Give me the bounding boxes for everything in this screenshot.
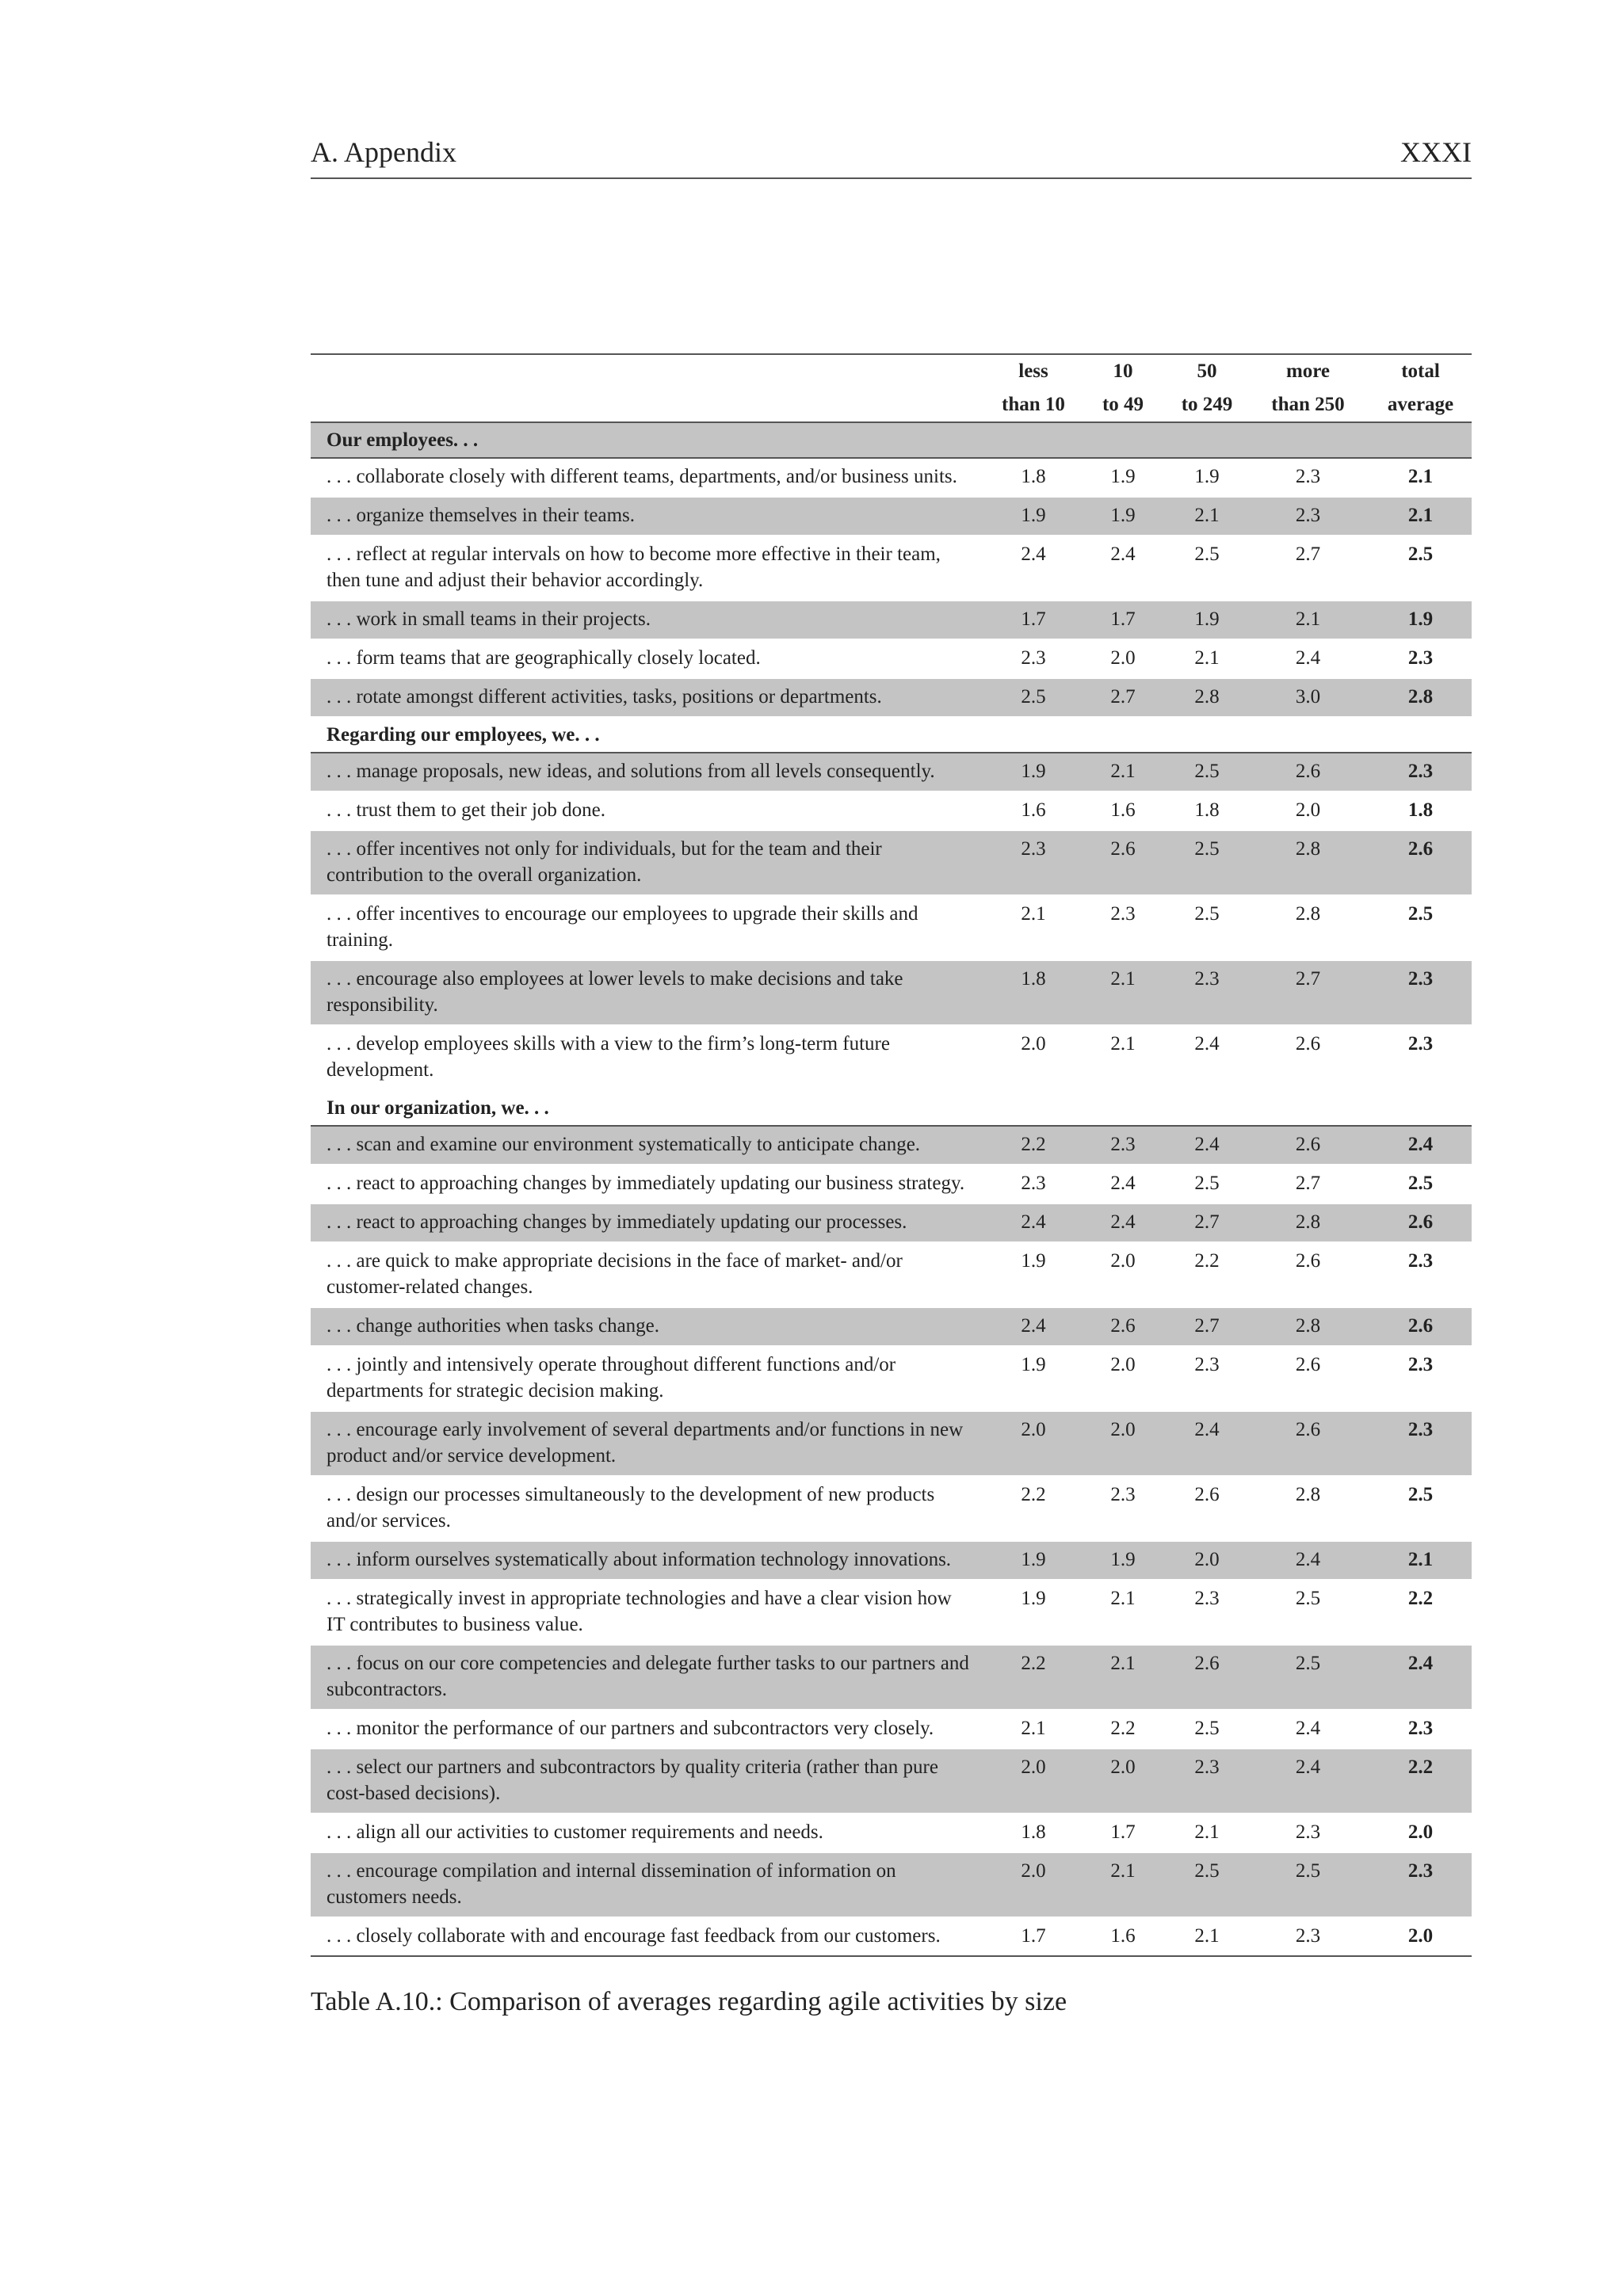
value-cell: 2.7 bbox=[1079, 678, 1167, 717]
value-cell: 1.8 bbox=[1167, 791, 1247, 830]
value-cell: 2.0 bbox=[1079, 1242, 1167, 1307]
page-header bbox=[311, 135, 1472, 179]
total-average-cell: 2.6 bbox=[1369, 830, 1472, 895]
header-blank bbox=[311, 388, 988, 422]
value-cell: 2.6 bbox=[1167, 1645, 1247, 1710]
value-cell: 2.3 bbox=[1247, 1917, 1369, 1956]
column-header-line1: more bbox=[1247, 354, 1369, 388]
value-cell: 2.3 bbox=[1167, 1749, 1247, 1814]
value-cell: 2.7 bbox=[1167, 1307, 1247, 1346]
column-header-line2: to 249 bbox=[1167, 388, 1247, 422]
row-label: . . . react to approaching changes by immediately updating our processes. bbox=[311, 1203, 988, 1242]
value-cell: 1.9 bbox=[1079, 458, 1167, 497]
value-cell: 2.3 bbox=[1167, 960, 1247, 1025]
total-average-cell: 2.3 bbox=[1369, 639, 1472, 678]
value-cell: 2.6 bbox=[1247, 1025, 1369, 1090]
value-cell: 2.4 bbox=[1079, 536, 1167, 601]
value-cell: 2.4 bbox=[1247, 639, 1369, 678]
table-row bbox=[311, 895, 1472, 960]
value-cell: 2.0 bbox=[1247, 791, 1369, 830]
value-cell: 2.6 bbox=[1079, 1307, 1167, 1346]
row-label: . . . align all our activities to customer requirements and needs. bbox=[311, 1814, 988, 1852]
column-header-line2: than 250 bbox=[1247, 388, 1369, 422]
row-label: . . . trust them to get their job done. bbox=[311, 791, 988, 830]
table-row bbox=[311, 639, 1472, 678]
value-cell: 1.8 bbox=[988, 960, 1079, 1025]
row-label: . . . design our processes simultaneously to the development of new products and/or services. bbox=[311, 1476, 988, 1541]
value-cell: 2.7 bbox=[1247, 960, 1369, 1025]
table-row bbox=[311, 830, 1472, 895]
value-cell: 2.3 bbox=[1079, 1476, 1167, 1541]
table-row bbox=[311, 1203, 1472, 1242]
section-title: Regarding our employees, we. . . bbox=[311, 717, 1472, 753]
page-number: XXXI bbox=[1400, 136, 1472, 168]
value-cell: 2.2 bbox=[988, 1645, 1079, 1710]
value-cell: 2.0 bbox=[988, 1852, 1079, 1917]
row-label: . . . scan and examine our environment systematically to anticipate change. bbox=[311, 1126, 988, 1165]
total-average-cell: 2.5 bbox=[1369, 536, 1472, 601]
value-cell: 2.7 bbox=[1167, 1203, 1247, 1242]
column-header-line1: 50 bbox=[1167, 354, 1247, 388]
value-cell: 1.9 bbox=[1079, 497, 1167, 536]
value-cell: 2.4 bbox=[1247, 1710, 1369, 1749]
table-row bbox=[311, 753, 1472, 791]
row-label: . . . encourage compilation and internal dissemination of information on customers needs. bbox=[311, 1852, 988, 1917]
value-cell: 2.5 bbox=[1167, 1852, 1247, 1917]
total-average-cell: 2.1 bbox=[1369, 458, 1472, 497]
total-average-cell: 2.6 bbox=[1369, 1203, 1472, 1242]
total-average-cell: 2.8 bbox=[1369, 678, 1472, 717]
table-row bbox=[311, 678, 1472, 717]
total-average-cell: 2.3 bbox=[1369, 753, 1472, 791]
value-cell: 2.4 bbox=[988, 536, 1079, 601]
table-row bbox=[311, 458, 1472, 497]
table-row bbox=[311, 1580, 1472, 1645]
table-row bbox=[311, 1749, 1472, 1814]
value-cell: 2.1 bbox=[1167, 497, 1247, 536]
value-cell: 2.1 bbox=[1079, 1645, 1167, 1710]
value-cell: 1.9 bbox=[988, 753, 1079, 791]
value-cell: 2.6 bbox=[1079, 830, 1167, 895]
value-cell: 2.4 bbox=[1079, 1165, 1167, 1203]
row-label: . . . encourage also employees at lower levels to make decisions and take responsibility. bbox=[311, 960, 988, 1025]
value-cell: 2.6 bbox=[1247, 753, 1369, 791]
header-blank bbox=[311, 354, 988, 388]
table-body bbox=[311, 422, 1472, 1956]
value-cell: 2.1 bbox=[1167, 1917, 1247, 1956]
value-cell: 2.6 bbox=[1247, 1126, 1369, 1165]
value-cell: 2.5 bbox=[1247, 1645, 1369, 1710]
total-average-cell: 2.3 bbox=[1369, 1025, 1472, 1090]
value-cell: 2.0 bbox=[988, 1749, 1079, 1814]
row-label: . . . select our partners and subcontractors by quality criteria (rather than pure cost-based decisions). bbox=[311, 1749, 988, 1814]
value-cell: 2.4 bbox=[1247, 1749, 1369, 1814]
total-average-cell: 2.5 bbox=[1369, 1165, 1472, 1203]
value-cell: 1.9 bbox=[1167, 458, 1247, 497]
row-label: . . . monitor the performance of our partners and subcontractors very closely. bbox=[311, 1710, 988, 1749]
value-cell: 2.3 bbox=[1247, 458, 1369, 497]
value-cell: 2.1 bbox=[1167, 639, 1247, 678]
value-cell: 1.8 bbox=[988, 458, 1079, 497]
section-title: Our employees. . . bbox=[311, 422, 1472, 458]
row-label: . . . develop employees skills with a view to the firm’s long-term future development. bbox=[311, 1025, 988, 1090]
value-cell: 2.1 bbox=[1079, 1852, 1167, 1917]
value-cell: 1.8 bbox=[988, 1814, 1079, 1852]
total-average-cell: 2.3 bbox=[1369, 1242, 1472, 1307]
total-average-cell: 2.3 bbox=[1369, 1710, 1472, 1749]
total-average-cell: 2.3 bbox=[1369, 960, 1472, 1025]
value-cell: 2.5 bbox=[1167, 1710, 1247, 1749]
section-header-row bbox=[311, 1090, 1472, 1126]
table-row bbox=[311, 536, 1472, 601]
value-cell: 2.0 bbox=[1079, 639, 1167, 678]
value-cell: 2.0 bbox=[1079, 1749, 1167, 1814]
total-average-cell: 2.1 bbox=[1369, 1541, 1472, 1580]
total-average-cell: 2.3 bbox=[1369, 1346, 1472, 1411]
value-cell: 2.2 bbox=[1079, 1710, 1167, 1749]
table-row bbox=[311, 1476, 1472, 1541]
table-row bbox=[311, 1917, 1472, 1956]
value-cell: 2.5 bbox=[1247, 1852, 1369, 1917]
value-cell: 1.7 bbox=[988, 601, 1079, 639]
value-cell: 2.4 bbox=[1167, 1126, 1247, 1165]
total-average-cell: 1.8 bbox=[1369, 791, 1472, 830]
value-cell: 1.9 bbox=[988, 1346, 1079, 1411]
value-cell: 2.4 bbox=[1167, 1411, 1247, 1476]
table-row bbox=[311, 1165, 1472, 1203]
value-cell: 2.1 bbox=[988, 895, 1079, 960]
table-caption: Table A.10.: Comparison of averages regarding agile activities by size bbox=[311, 1987, 1067, 2016]
row-label: . . . strategically invest in appropriate technologies and have a clear vision how IT contributes to business value. bbox=[311, 1580, 988, 1645]
value-cell: 1.6 bbox=[1079, 791, 1167, 830]
value-cell: 2.0 bbox=[988, 1411, 1079, 1476]
table-row bbox=[311, 791, 1472, 830]
column-header-line1: less bbox=[988, 354, 1079, 388]
total-average-cell: 1.9 bbox=[1369, 601, 1472, 639]
value-cell: 2.8 bbox=[1247, 895, 1369, 960]
row-label: . . . manage proposals, new ideas, and solutions from all levels consequently. bbox=[311, 753, 988, 791]
row-label: . . . closely collaborate with and encourage fast feedback from our customers. bbox=[311, 1917, 988, 1956]
chapter-title: A. Appendix bbox=[311, 136, 456, 168]
value-cell: 2.3 bbox=[1167, 1580, 1247, 1645]
row-label: . . . form teams that are geographically closely located. bbox=[311, 639, 988, 678]
table-container bbox=[311, 353, 1472, 1957]
column-header-line1: total bbox=[1369, 354, 1472, 388]
value-cell: 2.2 bbox=[988, 1126, 1079, 1165]
value-cell: 1.9 bbox=[988, 1242, 1079, 1307]
value-cell: 2.4 bbox=[1247, 1541, 1369, 1580]
value-cell: 1.7 bbox=[1079, 601, 1167, 639]
value-cell: 2.5 bbox=[1167, 1165, 1247, 1203]
value-cell: 1.9 bbox=[1079, 1541, 1167, 1580]
value-cell: 2.6 bbox=[1247, 1346, 1369, 1411]
value-cell: 2.8 bbox=[1247, 1307, 1369, 1346]
table-row bbox=[311, 960, 1472, 1025]
value-cell: 2.6 bbox=[1167, 1476, 1247, 1541]
table-header bbox=[311, 354, 1472, 422]
column-header-line2: to 49 bbox=[1079, 388, 1167, 422]
row-label: . . . reflect at regular intervals on how to become more effective in their team, then tune and adjust their behavior accordingly. bbox=[311, 536, 988, 601]
row-label: . . . work in small teams in their projects. bbox=[311, 601, 988, 639]
value-cell: 2.3 bbox=[1079, 1126, 1167, 1165]
total-average-cell: 2.1 bbox=[1369, 497, 1472, 536]
table-row bbox=[311, 1126, 1472, 1165]
table-row bbox=[311, 1242, 1472, 1307]
table-row bbox=[311, 1814, 1472, 1852]
value-cell: 2.5 bbox=[1167, 830, 1247, 895]
value-cell: 2.0 bbox=[1079, 1346, 1167, 1411]
row-label: . . . inform ourselves systematically about information technology innovations. bbox=[311, 1541, 988, 1580]
value-cell: 2.5 bbox=[1247, 1580, 1369, 1645]
value-cell: 1.7 bbox=[1079, 1814, 1167, 1852]
total-average-cell: 2.5 bbox=[1369, 1476, 1472, 1541]
value-cell: 1.9 bbox=[988, 1580, 1079, 1645]
value-cell: 1.6 bbox=[988, 791, 1079, 830]
averages-table bbox=[311, 353, 1472, 1957]
value-cell: 2.5 bbox=[988, 678, 1079, 717]
table-row bbox=[311, 1411, 1472, 1476]
table-row bbox=[311, 1346, 1472, 1411]
total-average-cell: 2.6 bbox=[1369, 1307, 1472, 1346]
table-row bbox=[311, 1541, 1472, 1580]
value-cell: 2.1 bbox=[988, 1710, 1079, 1749]
value-cell: 1.9 bbox=[988, 1541, 1079, 1580]
total-average-cell: 2.4 bbox=[1369, 1645, 1472, 1710]
table-row bbox=[311, 601, 1472, 639]
total-average-cell: 2.5 bbox=[1369, 895, 1472, 960]
row-label: . . . rotate amongst different activities, tasks, positions or departments. bbox=[311, 678, 988, 717]
value-cell: 2.0 bbox=[988, 1025, 1079, 1090]
row-label: . . . are quick to make appropriate decisions in the face of market- and/or customer-related changes. bbox=[311, 1242, 988, 1307]
value-cell: 2.4 bbox=[1167, 1025, 1247, 1090]
value-cell: 2.5 bbox=[1167, 753, 1247, 791]
value-cell: 2.3 bbox=[1247, 1814, 1369, 1852]
total-average-cell: 2.3 bbox=[1369, 1852, 1472, 1917]
total-average-cell: 2.0 bbox=[1369, 1814, 1472, 1852]
total-average-cell: 2.3 bbox=[1369, 1411, 1472, 1476]
column-header-line2: than 10 bbox=[988, 388, 1079, 422]
value-cell: 2.1 bbox=[1079, 1580, 1167, 1645]
value-cell: 1.7 bbox=[988, 1917, 1079, 1956]
table-row bbox=[311, 1025, 1472, 1090]
total-average-cell: 2.4 bbox=[1369, 1126, 1472, 1165]
section-header-row bbox=[311, 717, 1472, 753]
column-header-line2: average bbox=[1369, 388, 1472, 422]
table-row bbox=[311, 1852, 1472, 1917]
table-row bbox=[311, 1307, 1472, 1346]
value-cell: 1.9 bbox=[1167, 601, 1247, 639]
value-cell: 2.1 bbox=[1079, 960, 1167, 1025]
table-row bbox=[311, 1710, 1472, 1749]
value-cell: 2.4 bbox=[988, 1203, 1079, 1242]
table-row bbox=[311, 497, 1472, 536]
row-label: . . . offer incentives not only for individuals, but for the team and their contribution to the overall organization. bbox=[311, 830, 988, 895]
section-title: In our organization, we. . . bbox=[311, 1090, 1472, 1126]
value-cell: 3.0 bbox=[1247, 678, 1369, 717]
value-cell: 2.3 bbox=[1079, 895, 1167, 960]
value-cell: 2.0 bbox=[1167, 1541, 1247, 1580]
value-cell: 2.8 bbox=[1167, 678, 1247, 717]
row-label: . . . organize themselves in their teams. bbox=[311, 497, 988, 536]
value-cell: 2.3 bbox=[1167, 1346, 1247, 1411]
value-cell: 2.0 bbox=[1079, 1411, 1167, 1476]
row-label: . . . collaborate closely with different teams, departments, and/or business units. bbox=[311, 458, 988, 497]
total-average-cell: 2.0 bbox=[1369, 1917, 1472, 1956]
value-cell: 2.7 bbox=[1247, 536, 1369, 601]
value-cell: 2.1 bbox=[1079, 753, 1167, 791]
value-cell: 2.7 bbox=[1247, 1165, 1369, 1203]
value-cell: 2.8 bbox=[1247, 1476, 1369, 1541]
total-average-cell: 2.2 bbox=[1369, 1749, 1472, 1814]
column-header-line1: 10 bbox=[1079, 354, 1167, 388]
table-row bbox=[311, 1645, 1472, 1710]
row-label: . . . change authorities when tasks change. bbox=[311, 1307, 988, 1346]
value-cell: 2.8 bbox=[1247, 1203, 1369, 1242]
section-header-row bbox=[311, 422, 1472, 458]
value-cell: 2.4 bbox=[1079, 1203, 1167, 1242]
value-cell: 2.1 bbox=[1247, 601, 1369, 639]
value-cell: 2.2 bbox=[988, 1476, 1079, 1541]
row-label: . . . focus on our core competencies and delegate further tasks to our partners and subcontractors. bbox=[311, 1645, 988, 1710]
value-cell: 2.1 bbox=[1167, 1814, 1247, 1852]
value-cell: 2.5 bbox=[1167, 895, 1247, 960]
value-cell: 1.6 bbox=[1079, 1917, 1167, 1956]
row-label: . . . offer incentives to encourage our employees to upgrade their skills and training. bbox=[311, 895, 988, 960]
value-cell: 2.4 bbox=[988, 1307, 1079, 1346]
total-average-cell: 2.2 bbox=[1369, 1580, 1472, 1645]
value-cell: 2.3 bbox=[988, 639, 1079, 678]
value-cell: 2.8 bbox=[1247, 830, 1369, 895]
row-label: . . . react to approaching changes by immediately updating our business strategy. bbox=[311, 1165, 988, 1203]
value-cell: 2.3 bbox=[988, 1165, 1079, 1203]
value-cell: 2.6 bbox=[1247, 1411, 1369, 1476]
row-label: . . . encourage early involvement of several departments and/or functions in new product and/or service development. bbox=[311, 1411, 988, 1476]
value-cell: 2.2 bbox=[1167, 1242, 1247, 1307]
row-label: . . . jointly and intensively operate throughout different functions and/or departments for strategic decision making. bbox=[311, 1346, 988, 1411]
value-cell: 1.9 bbox=[988, 497, 1079, 536]
value-cell: 2.5 bbox=[1167, 536, 1247, 601]
value-cell: 2.3 bbox=[1247, 497, 1369, 536]
value-cell: 2.6 bbox=[1247, 1242, 1369, 1307]
value-cell: 2.3 bbox=[988, 830, 1079, 895]
value-cell: 2.1 bbox=[1079, 1025, 1167, 1090]
